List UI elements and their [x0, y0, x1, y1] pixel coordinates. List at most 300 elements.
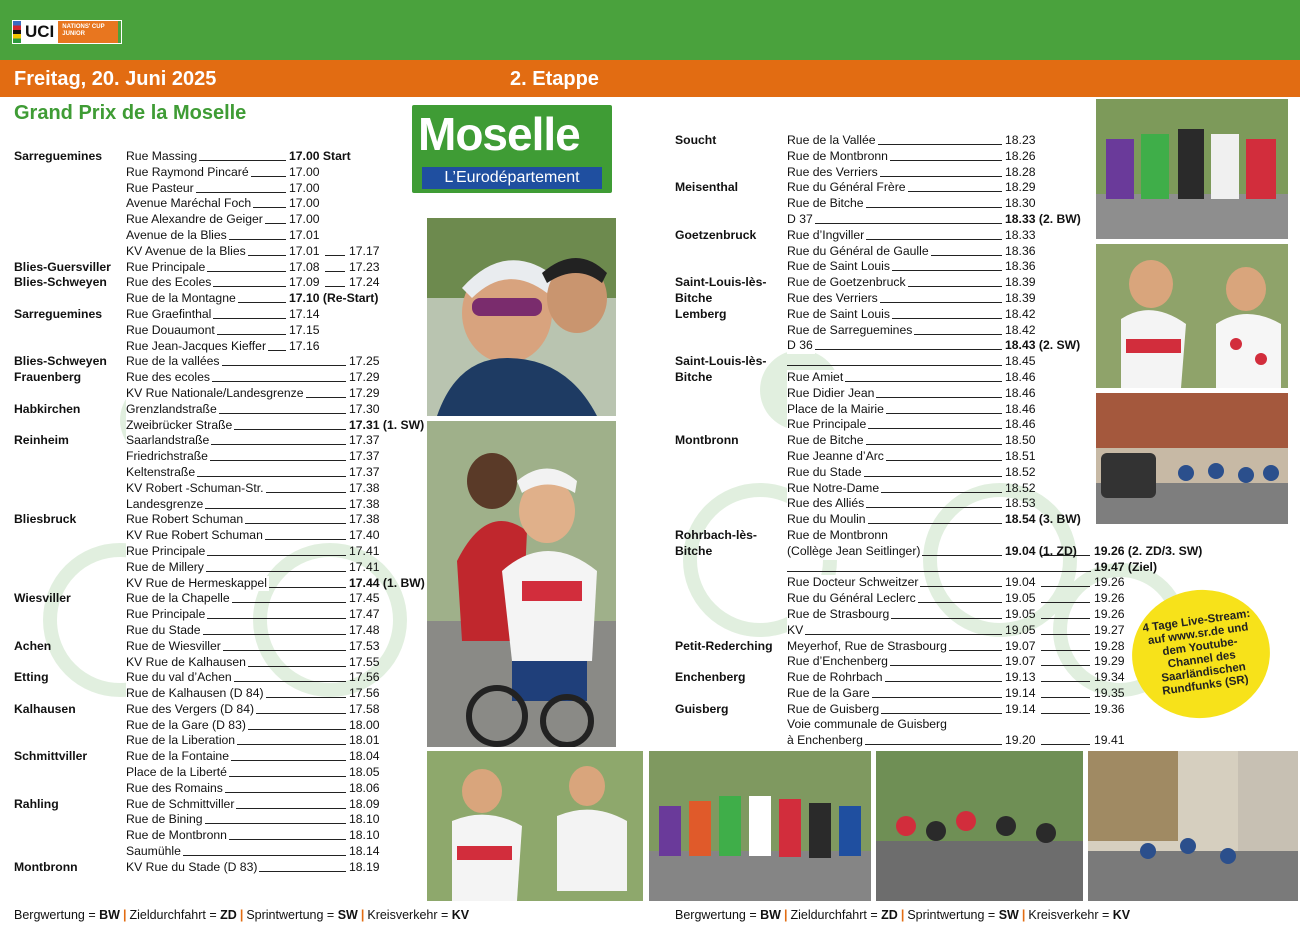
route-street: Avenue Maréchal Foch	[126, 196, 252, 211]
route-row	[675, 149, 1095, 165]
route-row	[14, 307, 424, 323]
route-street: Rue de Guisberg	[787, 701, 880, 716]
photo-riders-closeup	[427, 218, 616, 416]
photo-start-line	[649, 751, 871, 901]
photo-town-street	[1088, 751, 1298, 901]
time-first-pass: 18.46	[1005, 417, 1036, 432]
time-second-pass: 17.56	[349, 686, 380, 701]
route-row	[14, 181, 424, 197]
route-street: Avenue de la Blies	[126, 227, 227, 242]
route-row	[675, 733, 1125, 749]
route-row	[14, 812, 424, 828]
live-stream-text: 4 Tage Live-Stream: auf www.sr.de und dem Youtube-Channel des Saarländischen Rundfunks (SR)	[1141, 607, 1251, 698]
time-first-pass: 17.16	[289, 338, 320, 353]
time-first-pass: 18.33	[1005, 227, 1036, 242]
route-street: Rue de Saint Louis	[787, 259, 890, 274]
time-second-pass: 19.41	[1094, 733, 1125, 748]
route-street: Keltenstraße	[126, 464, 196, 479]
route-street: Place de la Mairie	[787, 401, 884, 416]
route-row	[14, 749, 424, 765]
route-town: Lemberg	[675, 306, 727, 321]
route-street: D 36	[787, 338, 813, 353]
time-first-pass: 17.01	[289, 243, 320, 258]
route-row	[14, 354, 424, 370]
route-row	[675, 133, 1095, 149]
route-street: Rue du val d’Achen	[126, 670, 232, 685]
legend-kv-label: Kreisverkehr =	[1028, 908, 1110, 922]
time-second-pass: 17.25	[349, 354, 380, 369]
route-row	[14, 149, 424, 165]
legend-kv: KV	[451, 908, 470, 922]
route-row	[14, 291, 424, 307]
time-first-pass: 18.45	[1005, 354, 1036, 369]
route-row	[14, 449, 424, 465]
route-row	[14, 165, 424, 181]
time-first-pass: 19.14	[1005, 685, 1036, 700]
time-first-pass: 18.43 (2. SW)	[1005, 338, 1081, 353]
time-first-pass: 19.07	[1005, 638, 1036, 653]
route-row	[14, 781, 424, 797]
route-town: Saint-Louis-lès-	[675, 275, 767, 290]
route-row	[675, 354, 1095, 370]
time-second-pass: 17.48	[349, 622, 380, 637]
legend-sw-label: Sprintwertung =	[907, 908, 996, 922]
legend-separator: |	[360, 908, 365, 922]
route-row	[14, 497, 424, 513]
route-row	[675, 591, 1125, 607]
route-row	[14, 797, 424, 813]
time-first-pass: 17.01	[289, 227, 320, 242]
route-row	[14, 702, 424, 718]
route-row	[675, 559, 1157, 576]
route-row	[14, 402, 424, 418]
route-town: Bitche	[675, 543, 713, 558]
stage-label: 2. Etappe	[510, 68, 599, 90]
time-first-pass: 18.52	[1005, 480, 1036, 495]
uci-logo-text: UCI	[21, 21, 58, 43]
route-row	[675, 622, 1125, 639]
route-street: Rue des Alliés	[787, 496, 865, 511]
route-row	[675, 386, 1095, 402]
photo-peloton-road	[876, 751, 1083, 901]
leader-line	[325, 271, 345, 272]
route-street: Rue du Stade	[126, 622, 201, 637]
time-second-pass: 18.19	[349, 859, 380, 874]
route-row	[14, 733, 424, 749]
route-street: Rue de Schmittviller	[126, 796, 235, 811]
uci-nations-cup-logo	[12, 20, 122, 44]
route-row	[14, 670, 424, 686]
route-street: Zweibrücker Straße	[126, 417, 233, 432]
time-second-pass: 17.44 (1. BW)	[349, 575, 425, 590]
route-row	[675, 685, 1125, 702]
time-first-pass: 19.13	[1005, 670, 1036, 685]
route-street: Rue Raymond Pincaré	[126, 164, 249, 179]
route-town: Wiesviller	[14, 591, 71, 606]
route-row	[14, 639, 424, 655]
time-first-pass: 18.36	[1005, 259, 1036, 274]
time-second-pass: 18.14	[349, 844, 380, 859]
leader-line	[787, 571, 1091, 572]
route-row	[14, 576, 424, 592]
route-row	[675, 433, 1095, 449]
route-town: Bitche	[675, 369, 713, 384]
route-street: KV	[787, 622, 804, 637]
legend-separator: |	[122, 908, 127, 922]
route-row	[14, 512, 424, 528]
time-second-pass: 19.35	[1094, 685, 1125, 700]
route-row	[675, 575, 1125, 591]
route-street: Rue de Goetzenbruck	[787, 275, 906, 290]
route-street: Rue de la Montagne	[126, 291, 236, 306]
legend-separator: |	[1021, 908, 1026, 922]
legend-left	[14, 908, 469, 922]
time-first-pass: 18.46	[1005, 401, 1036, 416]
leader-line	[1041, 650, 1090, 651]
time-second-pass: 19.28	[1094, 638, 1125, 653]
time-first-pass: 17.10 (Re-Start)	[289, 291, 379, 306]
route-row	[675, 307, 1095, 323]
time-first-pass: 18.30	[1005, 196, 1036, 211]
time-second-pass: 18.04	[349, 749, 380, 764]
top-bar	[0, 0, 1300, 60]
legend-sw-label: Sprintwertung =	[246, 908, 335, 922]
time-first-pass: 19.05	[1005, 606, 1036, 621]
route-street: à Enchenberg	[787, 733, 863, 748]
time-second-pass: 17.38	[349, 496, 380, 511]
route-street: Rue Notre-Dame	[787, 480, 880, 495]
route-street: Rue du Général Leclerc	[787, 591, 916, 606]
route-street: Rue Principale	[126, 607, 206, 622]
route-town: Bliesbruck	[14, 512, 77, 527]
leader-line	[1041, 586, 1090, 587]
route-row	[675, 512, 1095, 528]
route-row	[675, 449, 1095, 465]
route-town: Guisberg	[675, 701, 729, 716]
route-street: Rue Jean-Jacques Kieffer	[126, 338, 267, 353]
route-town: Reinheim	[14, 433, 69, 448]
route-row	[675, 528, 1095, 544]
route-town: Goetzenbruck	[675, 227, 757, 242]
leader-line	[787, 634, 1002, 635]
time-first-pass: 17.00 Start	[289, 149, 351, 163]
time-first-pass: 19.05	[1005, 622, 1036, 637]
route-street: Rue Alexandre de Geiger	[126, 212, 263, 227]
route-street: KV Rue de Kalhausen	[126, 654, 246, 669]
date-bar	[0, 60, 1300, 97]
route-street: KV Rue du Stade (D 83)	[126, 859, 258, 874]
route-row	[14, 686, 424, 702]
leader-line	[787, 349, 1002, 350]
time-first-pass: 18.53	[1005, 496, 1036, 511]
route-town: Blies-Schweyen	[14, 354, 107, 369]
route-row	[14, 260, 424, 276]
time-first-pass: 18.42	[1005, 306, 1036, 321]
legend-sw: SW	[337, 908, 358, 922]
route-street: (Collège Jean Seitlinger)	[787, 543, 921, 558]
route-row	[675, 496, 1095, 512]
route-row	[675, 670, 1125, 686]
leader-line	[1041, 665, 1090, 666]
route-street: Rue Massing	[126, 149, 198, 163]
leader-line	[1041, 618, 1090, 619]
route-street: Grenzlandstraße	[126, 401, 217, 416]
time-first-pass: 18.50	[1005, 433, 1036, 448]
route-street: Rue Jeanne d’Arc	[787, 448, 884, 463]
legend-zd: ZD	[220, 908, 237, 922]
route-row	[675, 180, 1095, 196]
moselle-logo-subtitle: L’Eurodépartement	[422, 167, 602, 189]
route-row	[675, 638, 1125, 655]
time-second-pass: 19.47 (Ziel)	[1094, 559, 1157, 574]
route-row	[14, 844, 424, 860]
route-street: Rue des ecoles	[126, 370, 211, 385]
route-street: Rue des Vergers (D 84)	[126, 701, 255, 716]
route-row	[14, 765, 424, 781]
route-row	[14, 228, 424, 244]
time-first-pass: 19.14	[1005, 701, 1036, 716]
legend-kv: KV	[1112, 908, 1131, 922]
route-row	[675, 275, 1095, 291]
time-first-pass: 19.04	[1005, 575, 1036, 590]
time-first-pass: 19.04 (1. ZD)	[1005, 543, 1077, 558]
time-second-pass: 18.06	[349, 780, 380, 795]
route-street: Rue de Montbronn	[787, 527, 888, 542]
route-street: Meyerhof, Rue de Strasbourg	[787, 638, 947, 653]
time-first-pass: 18.28	[1005, 164, 1036, 179]
route-row	[14, 828, 424, 844]
route-street: Rue de Bitche	[787, 196, 864, 211]
route-row	[675, 465, 1095, 481]
photo-czech-rider	[1096, 244, 1288, 388]
time-second-pass: 17.40	[349, 528, 380, 543]
route-street: Rue de Rohrbach	[787, 670, 883, 685]
leader-line	[1041, 713, 1090, 714]
route-street: Rue Principale	[126, 259, 206, 274]
route-street: Rue des Verriers	[787, 164, 878, 179]
route-street: Rue de Sarreguemines	[787, 322, 913, 337]
time-first-pass: 17.14	[289, 306, 320, 321]
race-date: Freitag, 20. Juni 2025	[14, 68, 217, 90]
time-second-pass: 18.10	[349, 812, 380, 827]
route-town: Etting	[14, 670, 49, 685]
route-row	[675, 481, 1095, 497]
route-street: Rue des Romains	[126, 780, 223, 795]
route-row	[675, 196, 1095, 212]
time-first-pass: 18.36	[1005, 243, 1036, 258]
route-street: Friedrichstraße	[126, 449, 208, 464]
time-second-pass: 18.01	[349, 733, 380, 748]
route-street: Rue de la vallées	[126, 354, 220, 369]
time-second-pass: 17.41	[349, 543, 380, 558]
legend-bw-label: Bergwertung =	[675, 908, 757, 922]
time-second-pass: 19.36	[1094, 701, 1125, 716]
legend-bw: BW	[99, 908, 120, 922]
route-row	[675, 212, 1095, 228]
time-first-pass: 18.46	[1005, 385, 1036, 400]
time-second-pass: 17.23	[349, 259, 380, 274]
route-street: Place de la Liberté	[126, 765, 227, 780]
time-second-pass: 17.38	[349, 480, 380, 495]
route-row	[14, 196, 424, 212]
time-second-pass: 17.37	[349, 449, 380, 464]
route-row	[14, 591, 424, 607]
nations-cup-label: NATIONS' CUP JUNIOR	[58, 21, 118, 43]
route-street: Rue de la Vallée	[787, 133, 876, 147]
route-table-left	[14, 149, 424, 876]
route-street: Rue d’Ingviller	[787, 227, 865, 242]
route-row	[14, 655, 424, 671]
route-street: Rue du Moulin	[787, 512, 866, 527]
moselle-logo-word: Moselle	[418, 108, 580, 160]
route-street: Rue de Kalhausen (D 84)	[126, 686, 264, 701]
time-second-pass: 17.47	[349, 607, 380, 622]
route-street: Rue de Bitche	[787, 433, 864, 448]
route-row	[14, 465, 424, 481]
route-town: Enchenberg	[675, 670, 746, 685]
route-street: Rue d’Enchenberg	[787, 654, 888, 669]
leader-line	[1041, 602, 1090, 603]
route-street: D 37	[787, 211, 813, 226]
time-second-pass: 17.37	[349, 464, 380, 479]
route-street: Rue de Strasbourg	[787, 606, 890, 621]
route-row	[14, 212, 424, 228]
route-street: Rue Douaumont	[126, 322, 215, 337]
route-street: Rue de Saint Louis	[787, 306, 890, 321]
route-row	[675, 606, 1125, 623]
time-second-pass: 17.58	[349, 701, 380, 716]
photo-peloton-village	[1096, 393, 1288, 524]
route-street: Rue du Général de Gaulle	[787, 243, 929, 258]
time-first-pass: 17.00	[289, 196, 320, 211]
route-town: Bitche	[675, 290, 713, 305]
time-first-pass: 18.26	[1005, 148, 1036, 163]
time-first-pass: 17.00	[289, 164, 320, 179]
route-street: KV Rue Robert Schuman	[126, 528, 263, 543]
route-town: Sarreguemines	[14, 306, 103, 321]
route-town: Sarreguemines	[14, 149, 103, 163]
time-first-pass: 19.07	[1005, 654, 1036, 669]
time-first-pass: 18.46	[1005, 369, 1036, 384]
route-street: Rue Graefinthal	[126, 306, 212, 321]
route-row	[14, 528, 424, 544]
legend-separator: |	[783, 908, 788, 922]
route-row	[14, 623, 424, 639]
route-street: Rue de la Gare	[787, 685, 870, 700]
route-row	[675, 244, 1095, 260]
time-second-pass: 17.41	[349, 559, 380, 574]
route-town: Achen	[14, 638, 52, 653]
route-row	[14, 544, 424, 560]
route-row	[675, 717, 1095, 733]
photo-riders-group	[427, 421, 616, 747]
route-street: Rue Robert Schuman	[126, 512, 244, 527]
route-street: Rue de la Liberation	[126, 733, 236, 748]
legend-bw: BW	[760, 908, 781, 922]
route-street: Rue de la Chapelle	[126, 591, 230, 606]
leader-line	[1041, 634, 1090, 635]
time-first-pass: 18.42	[1005, 322, 1036, 337]
route-street: Rue Principale	[126, 543, 206, 558]
route-street: Voie communale de Guisberg	[787, 717, 947, 732]
route-town: Montbronn	[675, 433, 739, 448]
moselle-logo	[412, 105, 612, 193]
photo-podium-riders	[1096, 99, 1288, 239]
route-town: Kalhausen	[14, 701, 76, 716]
photo-rider-sprint	[427, 751, 643, 901]
leader-line	[1041, 744, 1090, 745]
route-street: Landesgrenze	[126, 496, 204, 511]
route-street: Rue Principale	[787, 417, 867, 432]
time-second-pass: 19.26	[1094, 606, 1125, 621]
uci-stripes-icon	[13, 21, 21, 43]
route-row	[675, 417, 1095, 433]
leader-line	[325, 255, 345, 256]
time-second-pass: 19.34	[1094, 670, 1125, 685]
route-row	[14, 244, 424, 260]
route-street: Rue du Stade	[787, 464, 862, 479]
time-second-pass: 17.31 (1. SW)	[349, 417, 425, 432]
route-town: Rohrbach-lès-	[675, 527, 757, 542]
time-second-pass: 17.29	[349, 385, 380, 400]
route-town: Petit-Rederching	[675, 638, 773, 653]
time-second-pass: 17.37	[349, 433, 380, 448]
time-second-pass: 17.29	[349, 370, 380, 385]
route-town: Blies-Guersviller	[14, 259, 111, 274]
route-row	[675, 338, 1095, 354]
route-row	[675, 165, 1095, 181]
time-second-pass: 17.17	[349, 243, 380, 258]
time-second-pass: 19.29	[1094, 654, 1125, 669]
route-town: Meisenthal	[675, 180, 738, 195]
time-second-pass: 18.00	[349, 717, 380, 732]
route-street: Saumühle	[126, 844, 181, 859]
legend-separator: |	[900, 908, 905, 922]
time-first-pass: 17.15	[289, 322, 320, 337]
time-first-pass: 18.39	[1005, 275, 1036, 290]
route-town: Soucht	[675, 133, 717, 147]
route-row	[14, 433, 424, 449]
time-first-pass: 19.05	[1005, 591, 1036, 606]
time-second-pass: 17.56	[349, 670, 380, 685]
route-town: Blies-Schweyen	[14, 275, 107, 290]
route-row	[14, 275, 424, 291]
time-first-pass: 17.08	[289, 259, 320, 274]
time-second-pass: 19.26	[1094, 591, 1125, 606]
time-first-pass: 18.23	[1005, 133, 1036, 147]
route-street: Rue de Montbronn	[126, 828, 227, 843]
legend-zd-label: Zieldurchfahrt =	[129, 908, 217, 922]
route-row	[675, 543, 1203, 560]
time-second-pass: 18.10	[349, 828, 380, 843]
route-row	[14, 386, 424, 402]
time-second-pass: 17.55	[349, 654, 380, 669]
route-row	[675, 323, 1095, 339]
route-row	[675, 228, 1095, 244]
route-street: KV Rue Nationale/Landesgrenze	[126, 385, 304, 400]
route-row	[14, 607, 424, 623]
legend-zd-label: Zieldurchfahrt =	[790, 908, 878, 922]
time-first-pass: 17.00	[289, 180, 320, 195]
time-second-pass: 19.26 (2. ZD/3. SW)	[1094, 543, 1203, 558]
leader-line	[787, 223, 1002, 224]
time-second-pass: 19.27	[1094, 622, 1125, 637]
legend-bw-label: Bergwertung =	[14, 908, 96, 922]
route-street: Rue du Général Frère	[787, 180, 906, 195]
legend-zd: ZD	[881, 908, 898, 922]
route-street: Rue de Millery	[126, 559, 204, 574]
leader-line	[325, 286, 345, 287]
